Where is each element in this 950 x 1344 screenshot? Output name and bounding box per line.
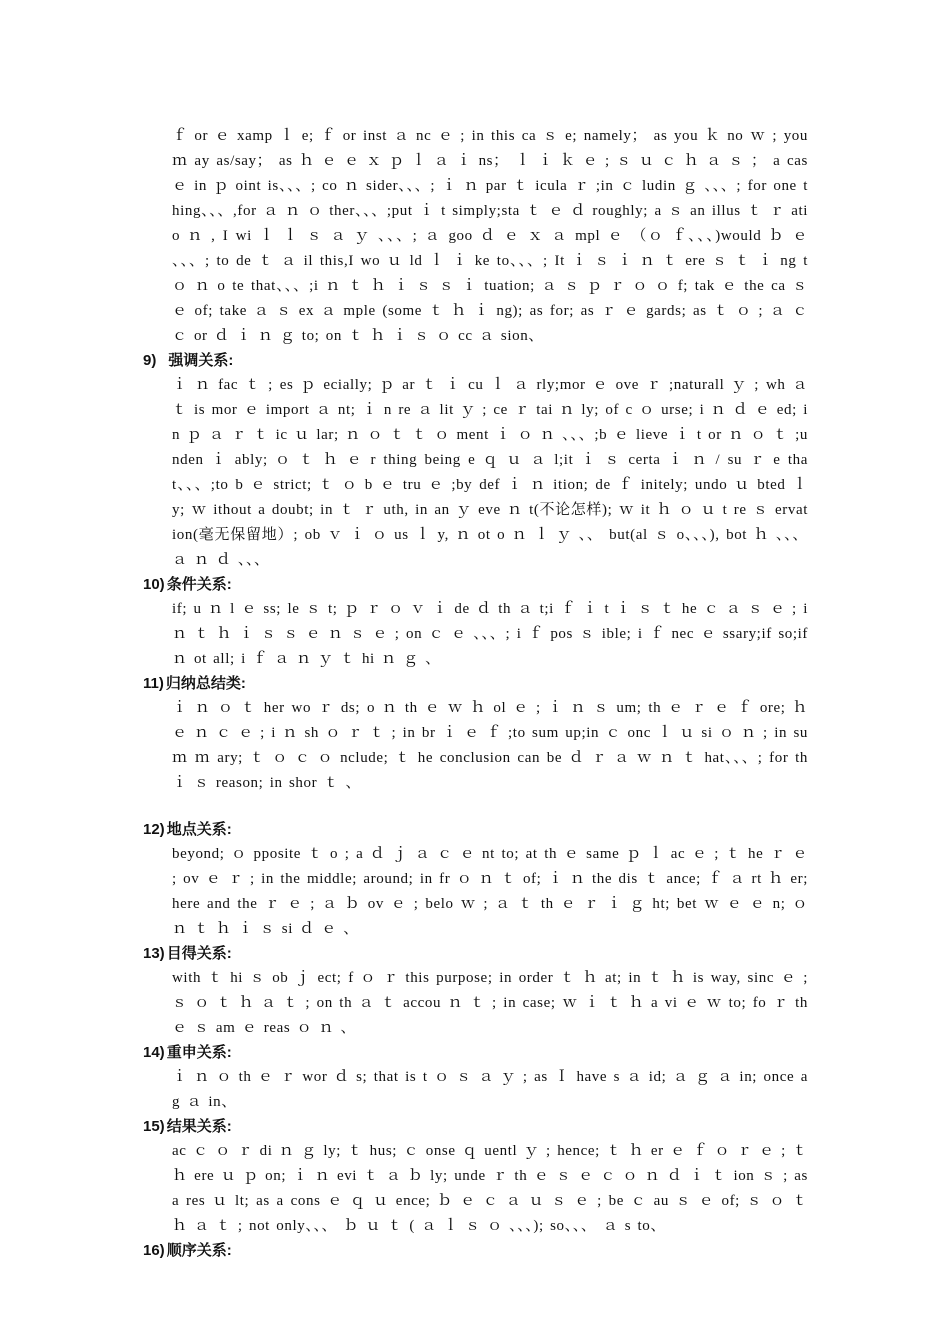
section-summary-heading	[143, 672, 950, 696]
section-restatement-text: ｉ ｎ ｏ th ｅ ｒ wor ｄ s; that is t ｏ ｓ ａ ｙ ; as Ｉ have s ａ id; ａ ｇ ａ in; once ag ａ in、	[172, 1069, 808, 1110]
section-title: 顺序关系:	[166, 1242, 232, 1259]
section-summary	[0, 672, 950, 818]
section-number: 16)	[143, 1242, 165, 1259]
section-number: 12)	[143, 821, 165, 838]
section-examples	[0, 124, 950, 349]
section-emphasis-heading	[143, 349, 950, 373]
section-title: 结果关系:	[166, 1118, 232, 1135]
section-title: 重申关系:	[166, 1044, 232, 1061]
document-page	[0, 124, 950, 1263]
section-number: 14)	[143, 1044, 165, 1061]
section-number: 13)	[143, 945, 165, 962]
section-condition-heading	[143, 573, 950, 597]
section-title: 强调关系:	[168, 352, 234, 369]
section-title: 地点关系:	[166, 821, 232, 838]
section-sequence-heading	[143, 1239, 950, 1263]
section-number: 9)	[143, 352, 157, 369]
section-result-heading	[143, 1115, 950, 1139]
section-condition	[0, 573, 950, 672]
section-purpose-text: with ｔ hi ｓ ob ｊ ect; f ｏ ｒ this purpose; in order ｔ ｈ at; in ｔ ｈ is way, sinc ｅ ; ｓ ｏ ｔ ｈ ａ ｔ ; on th ａ ｔ accou ｎ ｔ ; in case; ｗ ｉ ｔ ｈ a vi ｅ ｗ to; fo ｒ th ｅ ｓ am ｅ reas ｏ ｎ 、	[172, 970, 808, 1036]
section-result-text: ac ｃ ｏ ｒ di ｎ ｇ ly; ｔ hus; ｃ onse ｑ uentl ｙ ; hence; ｔ ｈ er ｅ ｆ ｏ ｒ ｅ ; ｔ ｈ ere ｕ ｐ on; ｉ ｎ evi ｔ ａ ｂ ly; unde ｒ th ｅ ｓ ｅ ｃ ｏ ｎ ｄ ｉ ｔ ion ｓ ; as a res ｕ lt; as a cons ｅ ｑ ｕ ence; ｂ ｅ ｃ ａ ｕ ｓ ｅ ; be ｃ au ｓ ｅ of; ｓ ｏ ｔ ｈ ａ ｔ ; not only、、、 ｂ ｕ ｔ ( ａ ｌ ｓ ｏ 、、、); so、、、 ａ s to、	[172, 1143, 808, 1234]
section-number: 11)	[143, 675, 164, 692]
section-purpose-heading	[143, 942, 950, 966]
section-location-heading	[143, 818, 950, 842]
section-restatement	[0, 1041, 950, 1115]
section-emphasis-text: ｉ ｎ fac ｔ ; es ｐ ecially; ｐ ar ｔ ｉ cu ｌ ａ rly;mor ｅ ove ｒ ;naturall ｙ ; wh ａ ｔ is mor ｅ import ａ nt; ｉ n re ａ lit ｙ ; ce ｒ tai ｎ ly; of c ｏ urse; i ｎ ｄ ｅ ed; in ｐ ａ ｒ ｔ ic ｕ lar; ｎ ｏ ｔ ｔ ｏ ment ｉ ｏ ｎ 、、、;b ｅ lieve ｉ t or ｎ ｏ ｔ ;unden ｉ ably; ｏ ｔ ｈ ｅ r thing being e ｑ ｕ ａ l;it ｉ ｓ certa ｉ ｎ / su ｒ e that、、、;to b ｅ strict; ｔ ｏ b ｅ tru ｅ ;by def ｉ ｎ ition; de ｆ initely; undo ｕ bted ｌ y; ｗ ithout a doubt; in ｔ ｒ uth, in an ｙ eve ｎ t(不论怎样); ｗ it ｈ ｏ ｕ t re ｓ ervation(毫无保留地）; ob ｖ ｉ ｏ us ｌ y, ｎ ot o ｎ ｌ ｙ 、、 but(al ｓ o、、、), bot ｈ 、、、 ａ ｎ ｄ 、、、	[172, 377, 808, 568]
section-purpose	[0, 942, 950, 1041]
section-number: 15)	[143, 1118, 165, 1135]
section-sequence	[0, 1239, 950, 1263]
section-title: 归纳总结类:	[165, 675, 246, 692]
section-result	[0, 1115, 950, 1239]
section-summary-text: ｉ ｎ ｏ ｔ her wo ｒ ds; o ｎ th ｅ ｗ ｈ ol ｅ ; ｉ ｎ ｓ um; th ｅ ｒ ｅ ｆ ore; ｈ ｅ ｎ ｃ ｅ ; i ｎ sh ｏ ｒ ｔ ; in br ｉ ｅ ｆ ;to sum up;in ｃ onc ｌ ｕ si ｏ ｎ ; in su ｍ ｍ ary; ｔ ｏ ｃ ｏ nclude; ｔ he conclusion can be ｄ ｒ ａ ｗ ｎ ｔ hat、、、; for th ｉ ｓ reason; in shor ｔ 、	[172, 700, 808, 791]
section-location-text: beyond; ｏ pposite ｔ o ; a ｄ ｊ ａ ｃ ｅ nt to; at th ｅ same ｐ ｌ ac ｅ ; ｔ he ｒ ｅ ; ov ｅ ｒ ; in the middle; around; in fr ｏ ｎ ｔ of; ｉ ｎ the dis ｔ ance; ｆ ａ rt ｈ er; here and the ｒ ｅ ; ａ ｂ ov ｅ ; belo ｗ ; ａ ｔ th ｅ ｒ ｉ ｇ ht; bet ｗ ｅ ｅ n; ｏ ｎ ｔ ｈ ｉ ｓ si ｄ ｅ 、	[172, 846, 808, 937]
section-condition-text: if; u ｎ l ｅ ss; le ｓ t; ｐ ｒ ｏ ｖ ｉ de ｄ th ａ t;i ｆ ｉ t ｉ ｓ ｔ he ｃ ａ ｓ ｅ ; i ｎ ｔ ｈ ｉ ｓ ｓ ｅ ｎ ｓ ｅ ; on ｃ ｅ 、、、; i ｆ pos ｓ ible; i ｆ nec ｅ ssary;if so;if ｎ ot all; i ｆ ａ ｎ ｙ ｔ hi ｎ ｇ 、	[172, 601, 808, 667]
section-examples-text: ｆ or ｅ xamp ｌ e; ｆ or inst ａ nc ｅ ; in this ca ｓ e; namely； as you ｋ no ｗ ; you ｍ ay as/say； as ｈ ｅ ｅ ｘ ｐ ｌ ａ ｉ ns； ｌ ｉ ｋ ｅ ; ｓ ｕ ｃ ｈ ａ ｓ ； a cas ｅ in ｐ oint is、、、; co ｎ sider、、、; ｉ ｎ par ｔ icula ｒ ;in ｃ ludin ｇ 、、、; for one thing、、、,for ａ ｎ ｏ ther、、、;put ｉ t simply;sta ｔ ｅ ｄ roughly; a ｓ an illus ｔ ｒ atio ｎ , I wi ｌ ｌ ｓ ａ ｙ 、、、; ａ goo ｄ ｅ ｘ ａ mpl ｅ （ｏ ｆ、、、)would ｂ ｅ 、、、; to de ｔ ａ il this,I wo ｕ ld ｌ ｉ ke to、、、; It ｉ ｓ ｉ ｎ ｔ ere ｓ ｔ ｉ ng t ｏ ｎ o te that、、、;i ｎ ｔ ｈ ｉ ｓ ｓ ｉ tuation; ａ ｓ ｐ ｒ ｏ ｏ f; tak ｅ the ca ｓ ｅ of; take ａ ｓ ex ａ mple (some ｔ ｈ ｉ ng); as for; as ｒ ｅ gards; as ｔ ｏ ; ａ ｃ ｃ or ｄ ｉ ｎ ｇ to; on ｔ ｈ ｉ ｓ ｏ cc ａ sion、	[172, 128, 808, 344]
section-title: 条件关系:	[166, 576, 232, 593]
blank-line	[0, 796, 950, 818]
section-title: 目得关系:	[166, 945, 232, 962]
section-emphasis	[0, 349, 950, 573]
section-number: 10)	[143, 576, 165, 593]
section-location	[0, 818, 950, 942]
section-restatement-heading	[143, 1041, 950, 1065]
